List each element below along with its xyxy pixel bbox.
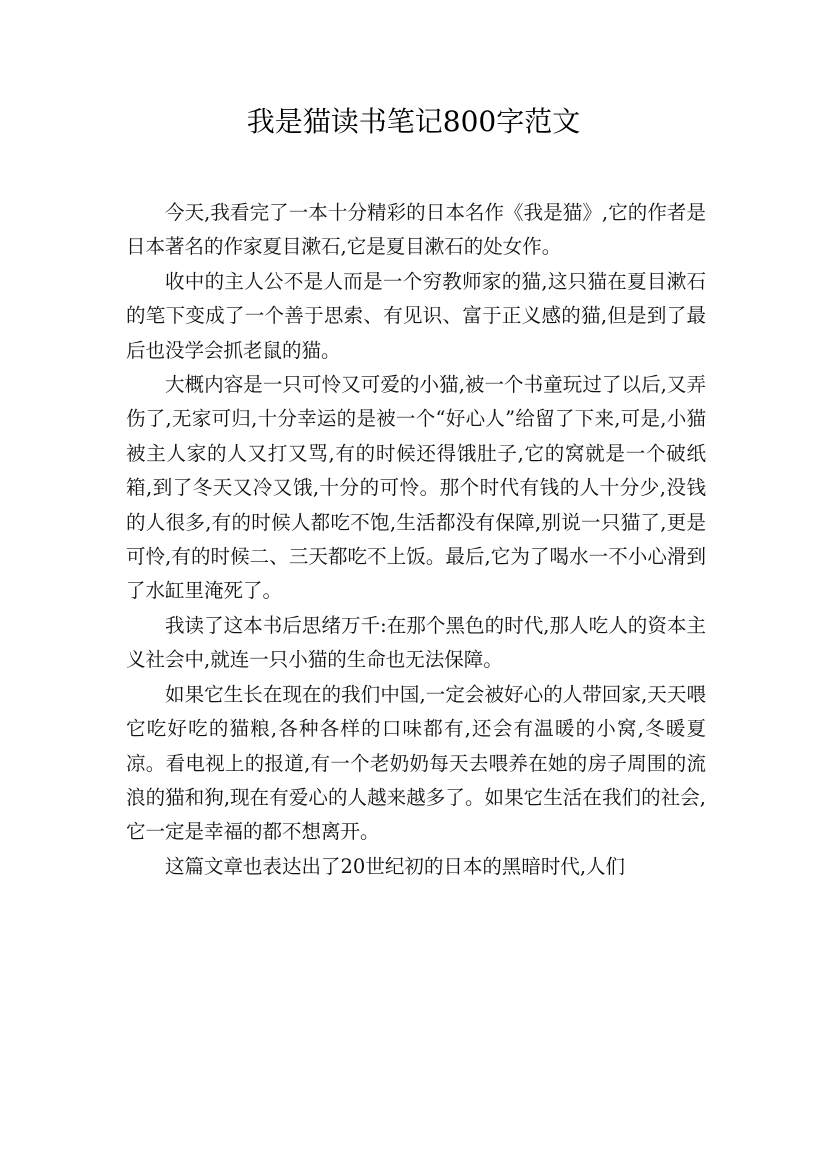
paragraph-2: 收中的主人公不是人而是一个穷教师家的猫,这只猫在夏目漱石的笔下变成了一个善于思索、有见识、富于正义感的猫,但是到了最后也没学会抓老鼠的猫。 [126,269,706,362]
paragraph-5: 如果它生长在现在的我们中国,一定会被好心的人带回家,天天喂它吃好吃的猫粮,各种各样的口味都有,还会有温暖的小窝,冬暖夏凉。看电视上的报道,有一个老奶奶每天去喂养在她的房子周围的流浪的猫和狗,现在有爱心的人越来越多了。如果它生活在我们的社会,它一定是幸福的都不想离开。 [126,682,706,844]
paragraph-6: 这篇文章也表达出了20世纪初的日本的黑暗时代,人们 [165,854,626,878]
paragraph-3: 大概内容是一只可怜又可爱的小猫,被一个书童玩过了以后,又弄伤了,无家可归,十分幸运的是被一个“好心人”给留了下来,可是,小猫被主人家的人又打又骂,有的时候还得饿肚子,它的窝就是一个破纸箱,到了冬天又冷又饿,十分的可怜。那个时代有钱的人十分少,没钱的人很多,有的时候人都吃不饱,生活都没有保障,别说一只猫了,更是可怜,有的时候二、三天都吃不上饭。最后,它为了喝水一不小心滑到了水缸里淹死了。 [126,373,706,603]
document-title: 我是猫读书笔记800字范文 [246,105,581,138]
document-body [126,196,706,884]
paragraph-4: 我读了这本书后思绪万千:在那个黑色的时代,那人吃人的资本主义社会中,就连一只小猫的生命也无法保障。 [126,613,706,672]
paragraph-1: 今天,我看完了一本十分精彩的日本名作《我是猫》,它的作者是日本著名的作家夏目漱石,它是夏目漱石的处女作。 [126,201,706,259]
